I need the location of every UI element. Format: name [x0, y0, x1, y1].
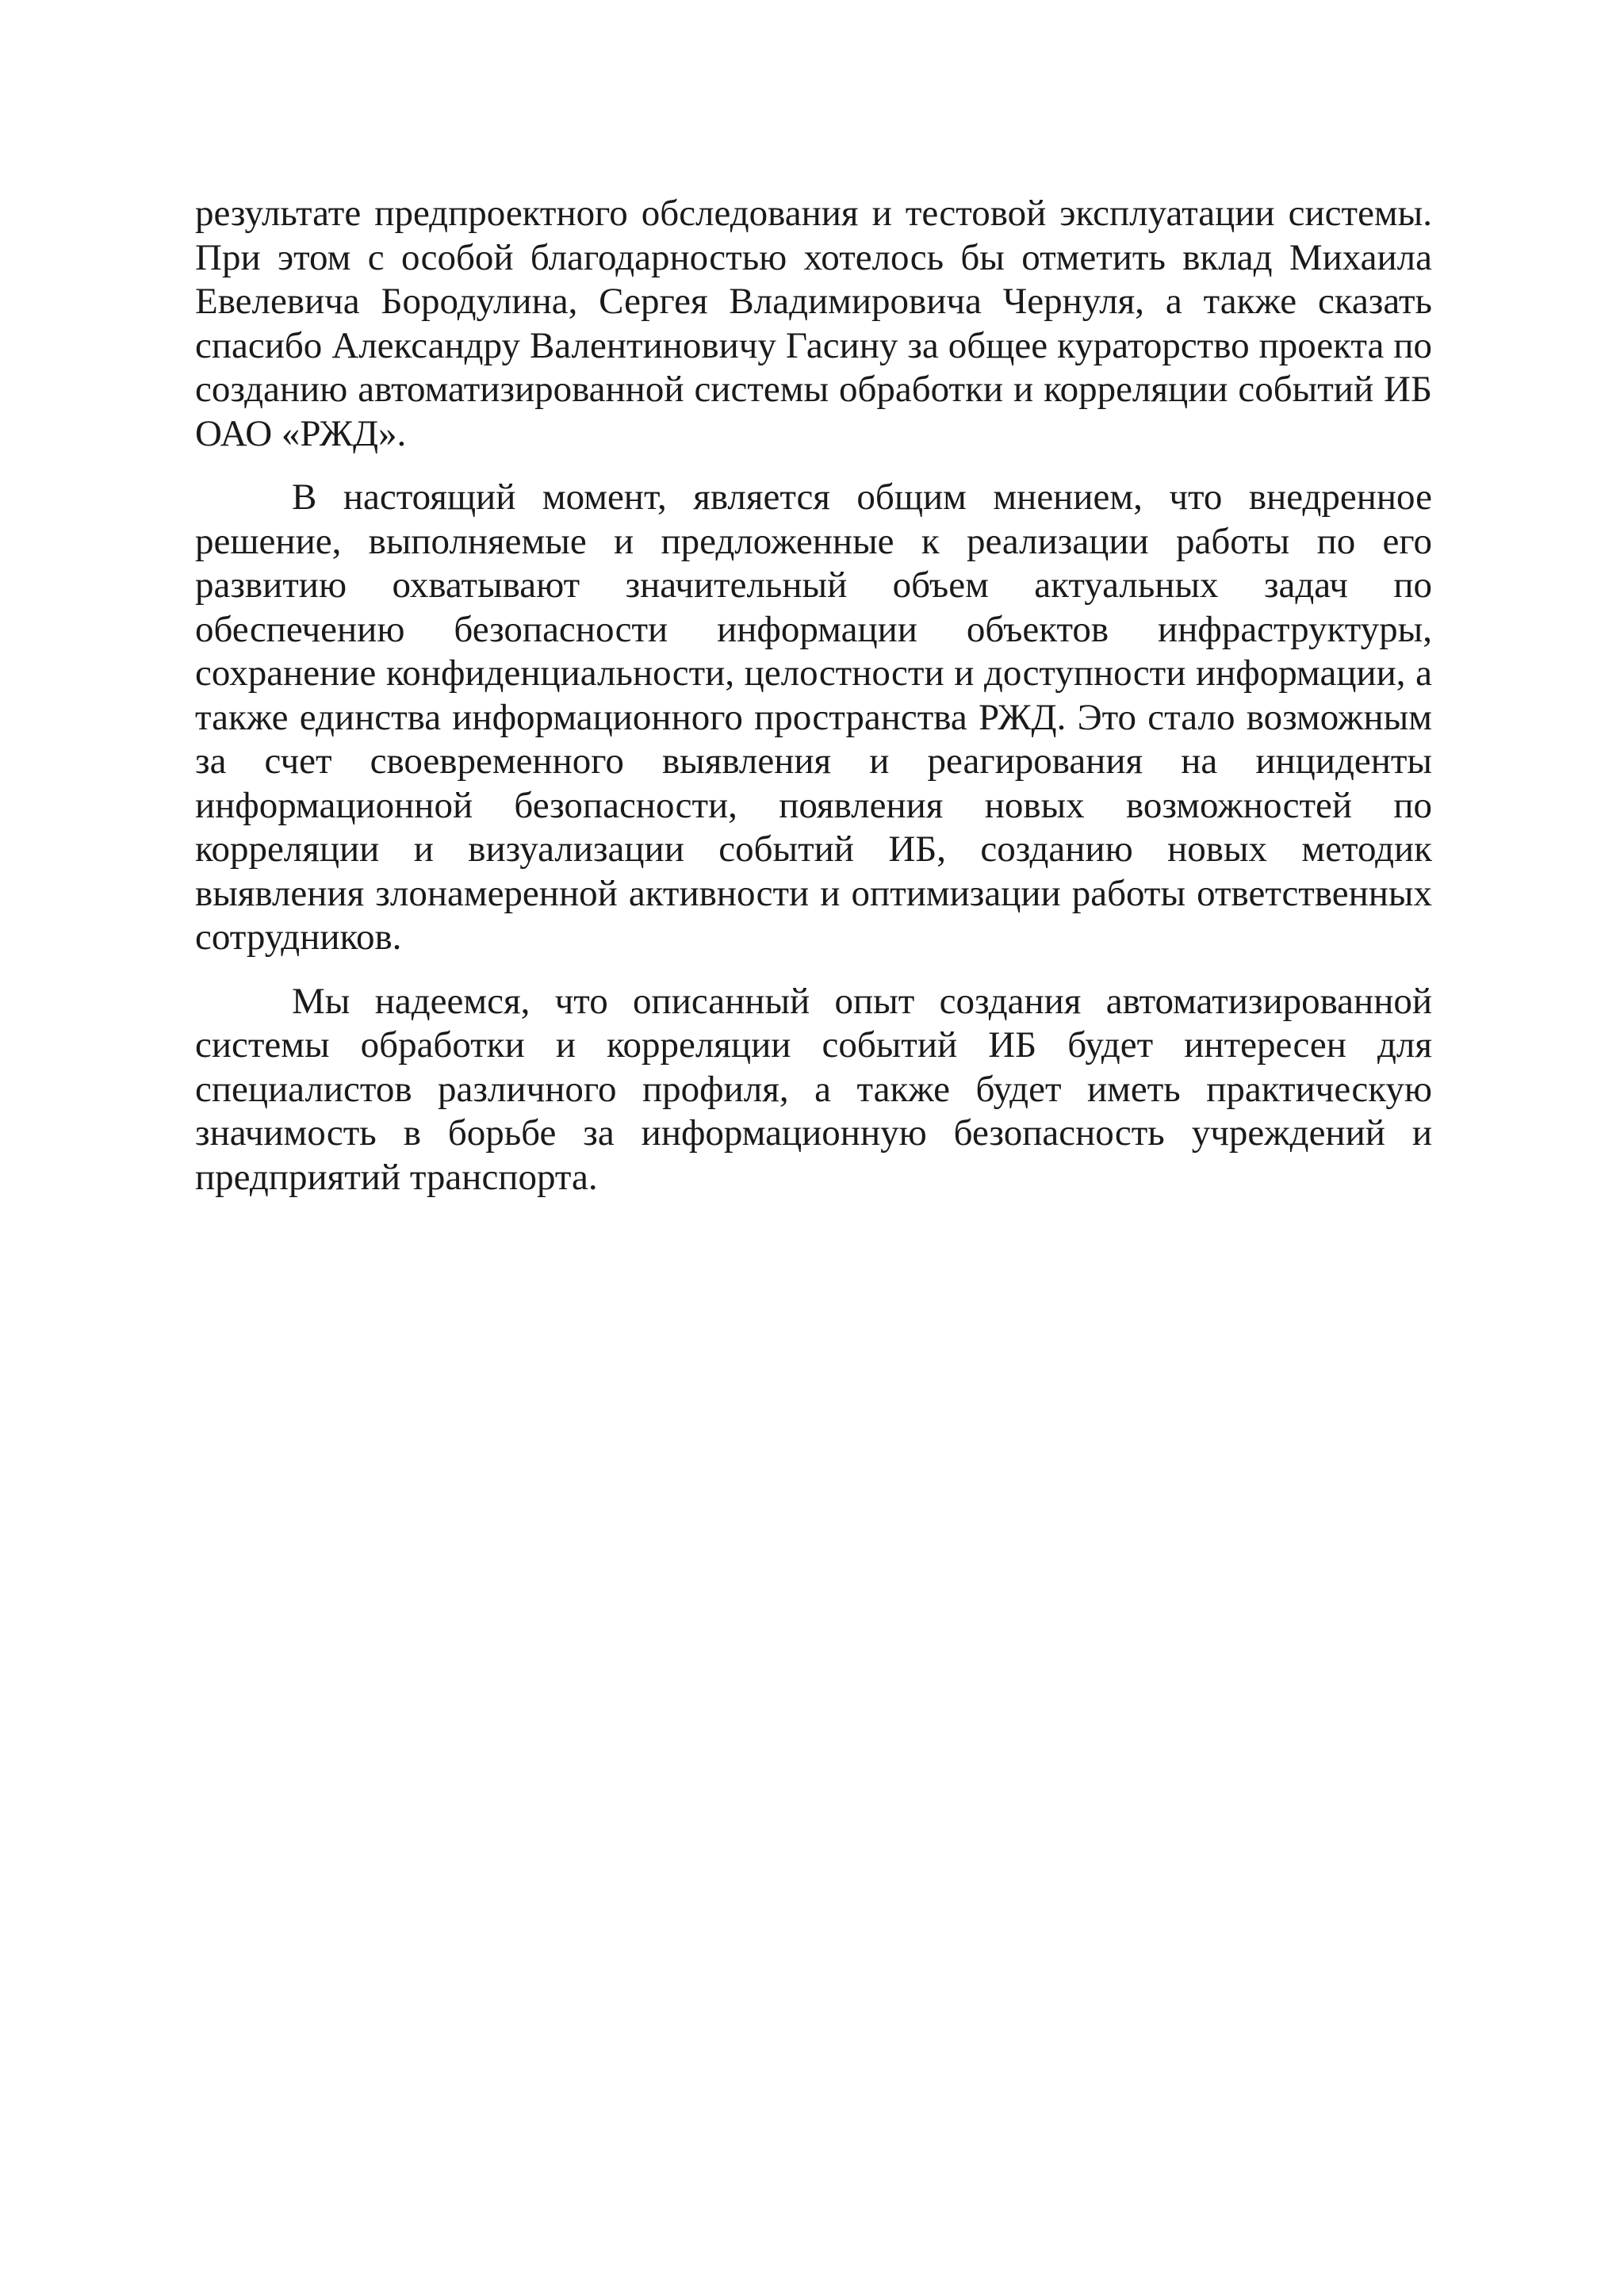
- paragraph-conclusion: В настоящий момент, является общим мнением, что внедренное решение, выполняемые и предложенные к реализации работы по его развитию охватывают значительный объем актуальных задач по обеспечению безопасности информации объектов инфраструктуры, сохранение конфиденциальности, целостности и доступности информации, а также единства информационного пространства РЖД. Это стало возможным за счет своевременного выявления и реагирования на инциденты информационной безопасности, появления новых возможностей по корреляции и визуализации событий ИБ, созданию новых методик выявления злонамеренной активности и оптимизации работы ответственных сотрудников.: [195, 476, 1432, 958]
- document-body: [195, 192, 1432, 1200]
- paragraph-continuation: результате предпроектного обследования и тестовой эксплуатации системы. При этом с особой благодарностью хотелось бы отметить вклад Михаила Евелевича Бородулина, Сергея Владимировича Чернуля, а также сказать спасибо Александру Валентиновичу Гасину за общее кураторство проекта по созданию автоматизированной системы обработки и корреляции событий ИБ ОАО «РЖД».: [195, 193, 1432, 454]
- paragraph-closing: Мы надеемся, что описанный опыт создания автоматизированной системы обработки и корреляции событий ИБ будет интересен для специалистов различного профиля, а также будет иметь практическую значимость в борьбе за информационную безопасность учреждений и предприятий транспорта.: [195, 980, 1432, 1198]
